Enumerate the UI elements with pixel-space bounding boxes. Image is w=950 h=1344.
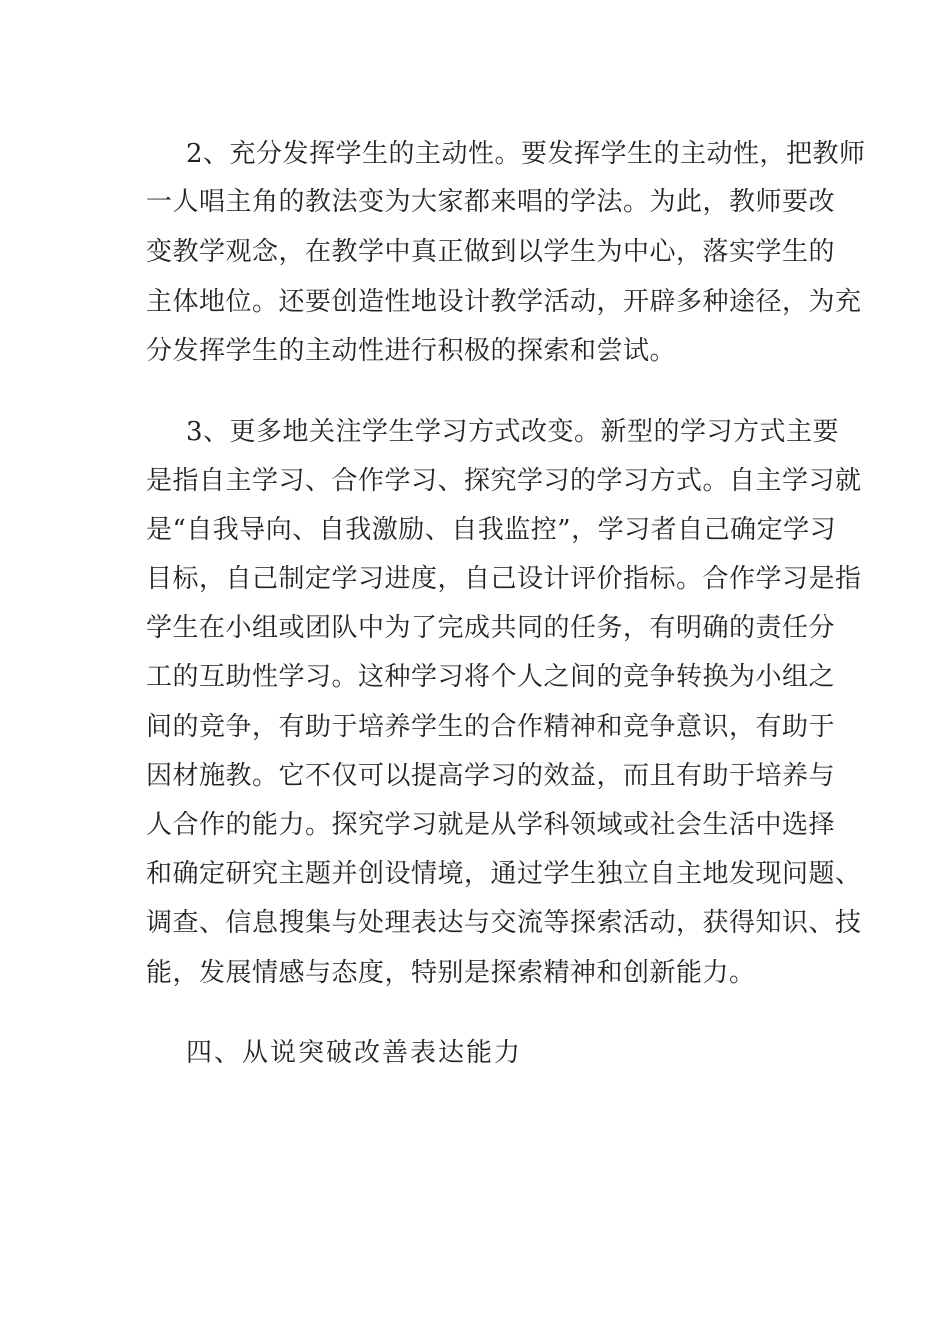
paragraph-line: 能，发展情感与态度，特别是探索精神和创新能力。 [146, 958, 756, 988]
paragraph-line: 分发挥学生的主动性进行积极的探索和尝试。 [146, 336, 677, 366]
paragraph-line: 调查、信息搜集与处理表达与交流等探索活动，获得知识、技 [146, 908, 862, 938]
paragraph-line: 工的互助性学习。这种学习将个人之间的竞争转换为小组之 [146, 662, 836, 692]
paragraph-line: 2、充分发挥学生的主动性。要发挥学生的主动性，把教师 [186, 139, 866, 169]
paragraph-line: 因材施教。它不仅可以提高学习的效益，而且有助于培养与 [146, 761, 836, 791]
paragraph-line: 主体地位。还要创造性地设计教学活动，开辟多种途径，为充 [146, 287, 862, 317]
paragraph-line: 是“自我导向、自我激励、自我监控”，学习者自己确定学习 [146, 515, 837, 545]
paragraph-line: 3、更多地关注学生学习方式改变。新型的学习方式主要 [186, 417, 840, 447]
paragraph-line: 是指自主学习、合作学习、探究学习的学习方式。自主学习就 [146, 466, 862, 496]
paragraph-line: 学生在小组或团队中为了完成共同的任务，有明确的责任分 [146, 613, 836, 643]
paragraph-line: 和确定研究主题并创设情境，通过学生独立自主地发现问题、 [146, 859, 862, 889]
section-heading: 四、从说突破改善表达能力 [186, 1038, 523, 1068]
paragraph-line: 一人唱主角的教法变为大家都来唱的学法。为此，教师要改 [146, 187, 836, 217]
paragraph-line: 目标，自己制定学习进度，自己设计评价指标。合作学习是指 [146, 564, 862, 594]
paragraph-line: 人合作的能力。探究学习就是从学科领域或社会生活中选择 [146, 810, 836, 840]
paragraph-line: 变教学观念，在教学中真正做到以学生为中心，落实学生的 [146, 237, 836, 267]
paragraph-line: 间的竞争，有助于培养学生的合作精神和竞争意识，有助于 [146, 712, 836, 742]
